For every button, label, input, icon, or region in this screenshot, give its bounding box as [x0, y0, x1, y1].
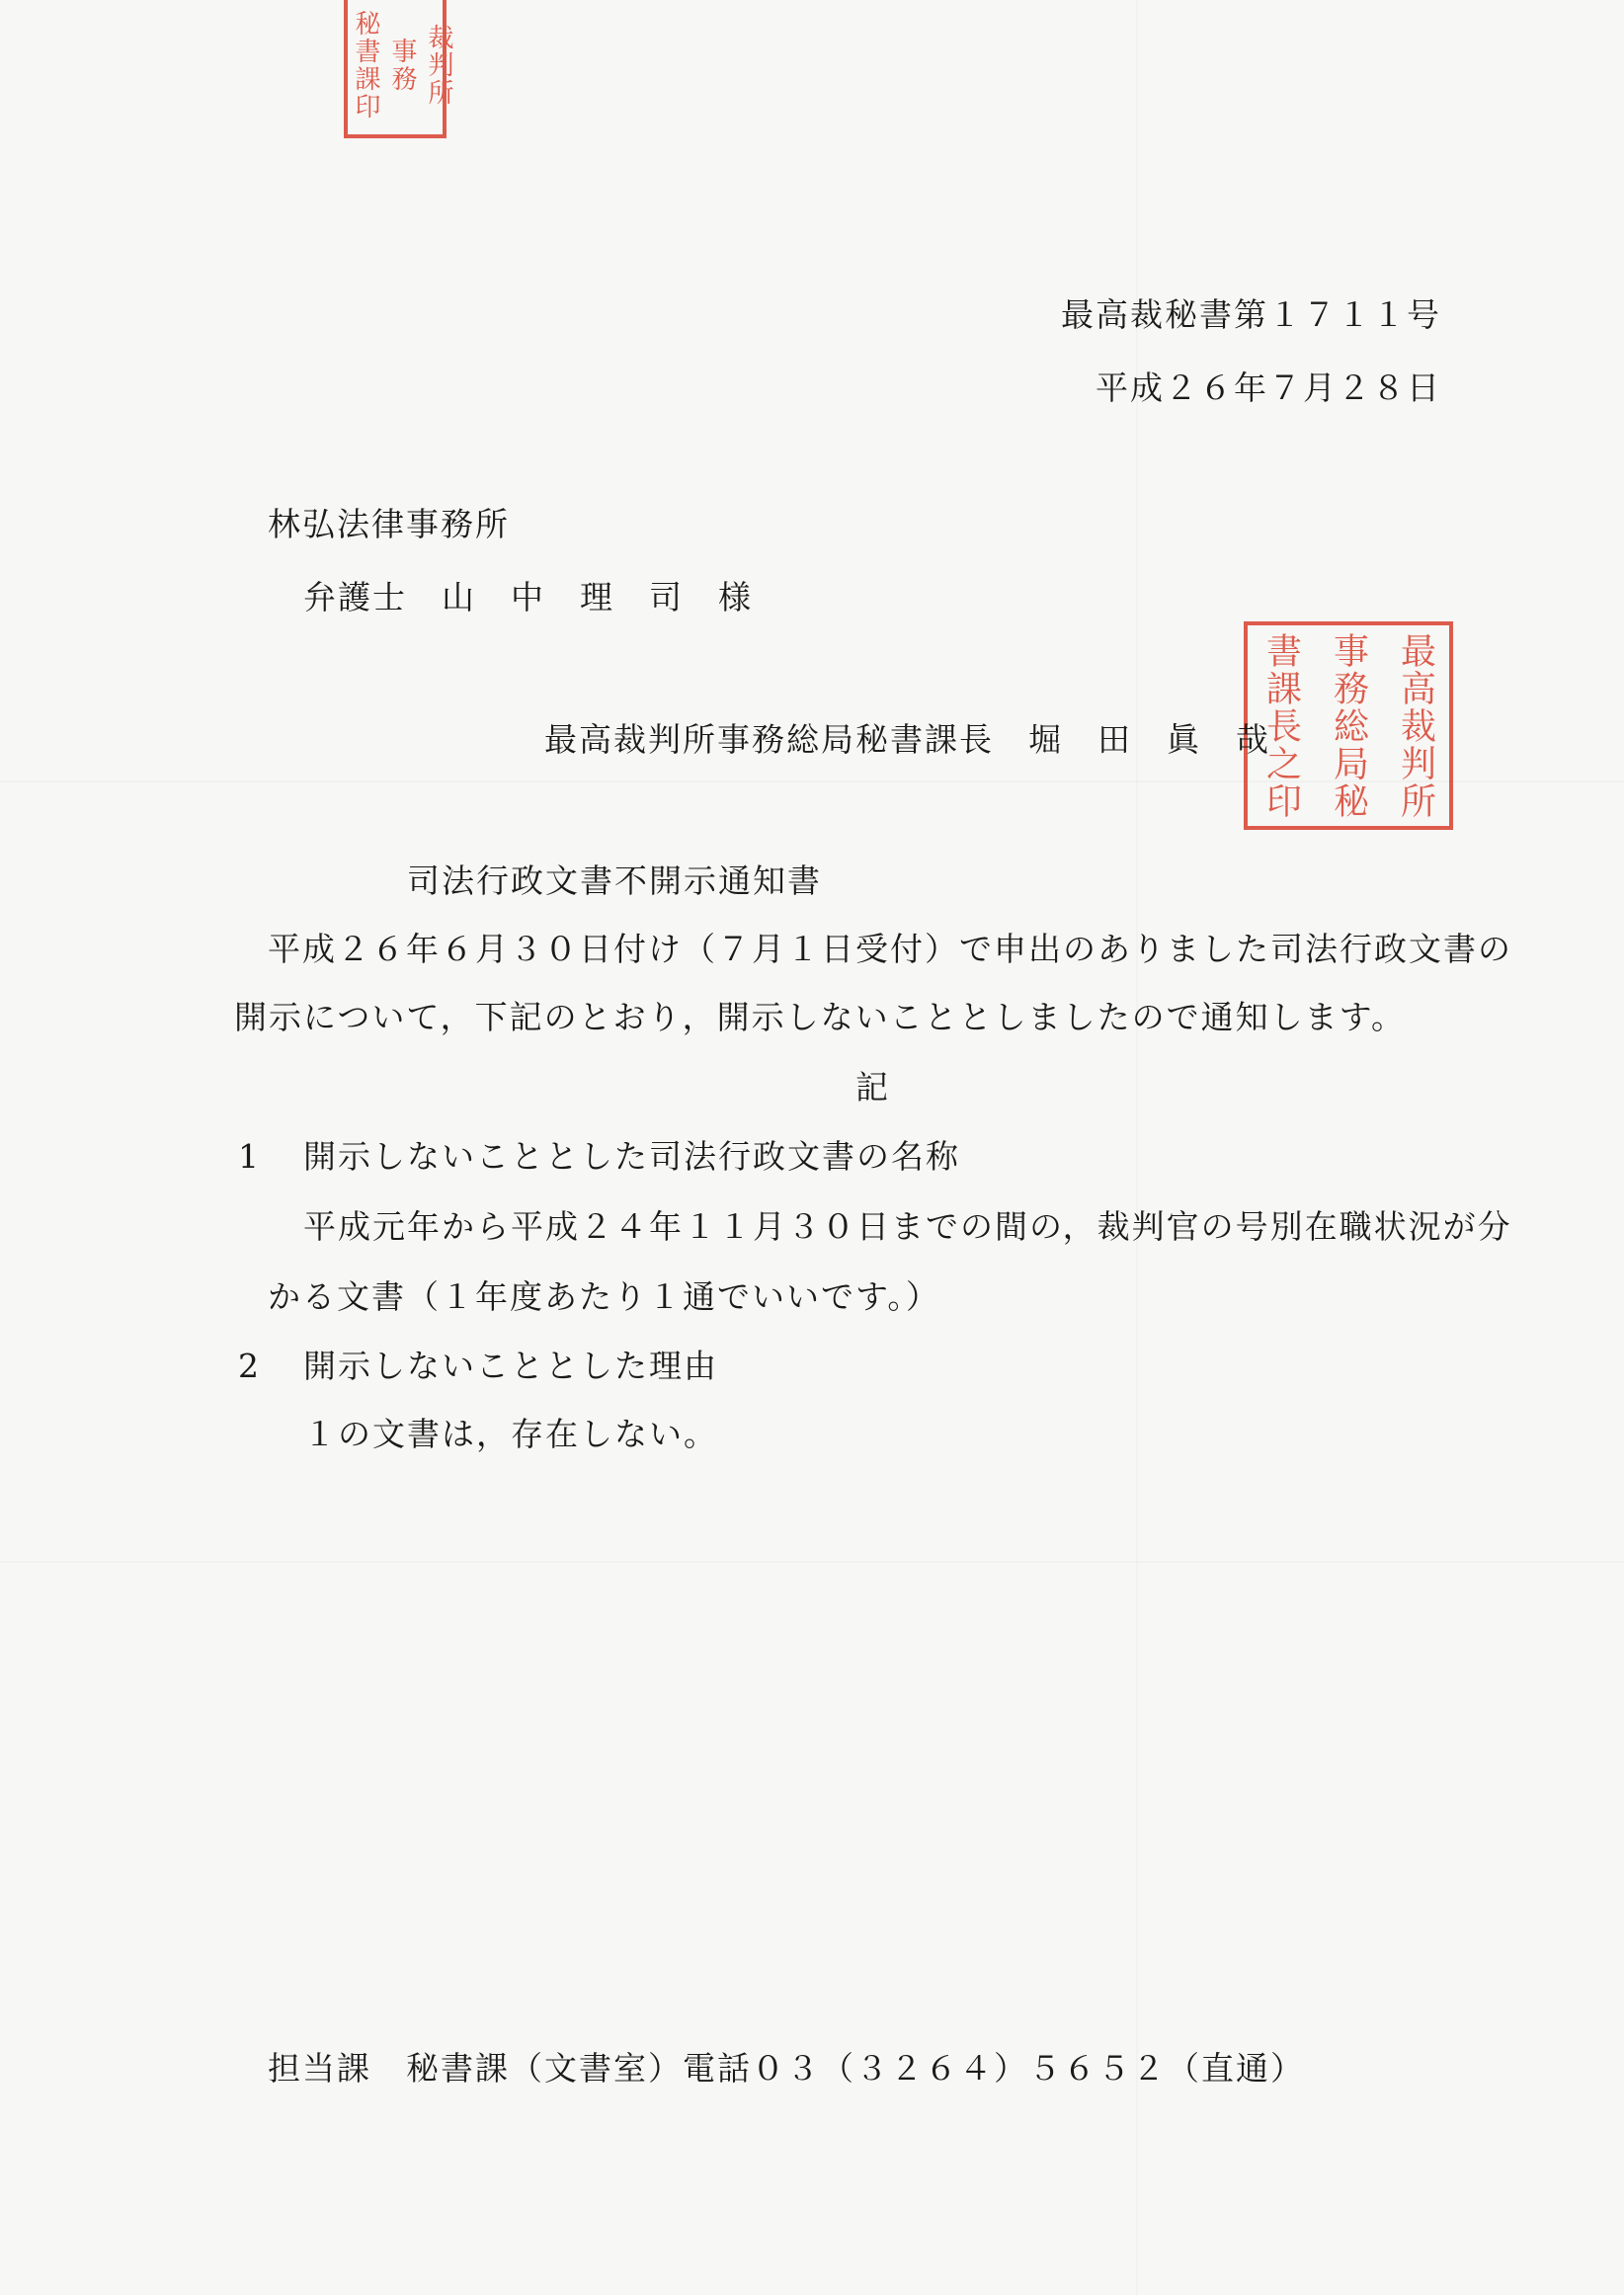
fold-line: [1136, 0, 1138, 2295]
document-date: 平成２６年７月２８日: [1096, 369, 1441, 407]
stamp-text: 秘書課印: [351, 10, 380, 121]
item-heading: 開示しないこととした司法行政文書の名称: [303, 1137, 960, 1176]
document-title: 司法行政文書不開示通知書: [407, 861, 822, 900]
seal-text: 事務総局秘: [1328, 631, 1369, 820]
recipient-firm: 林弘法律事務所: [268, 505, 510, 543]
reference-number: 最高裁秘書第１７１１号: [1061, 295, 1441, 334]
ki-heading: 記: [855, 1068, 890, 1107]
item-heading: 開示しないこととした理由: [303, 1347, 718, 1385]
recipient-name: 弁護士 山 中 理 司 様: [303, 578, 753, 616]
body-line: 平成２６年６月３０日付け（７月１日受付）で申出のありました司法行政文書の: [268, 930, 1512, 968]
item-text: 平成元年から平成２４年１１月３０日までの間の，裁判官の号別在職状況が分: [303, 1207, 1512, 1246]
contact-footer: 担当課 秘書課（文書室）電話０３（３２６４）５６５２（直通）: [268, 2049, 1305, 2088]
item-text: １の文書は，存在しない。: [303, 1415, 718, 1453]
stamp-text: 事務: [387, 38, 417, 93]
body-line: 開示について，下記のとおり，開示しないこととしましたので通知します。: [234, 998, 1407, 1036]
seal-text: 最高裁判所: [1395, 631, 1436, 820]
item-text: かる文書（１年度あたり１通でいいです。）: [268, 1277, 940, 1316]
item-number: 2: [238, 1347, 261, 1385]
sender: 最高裁判所事務総局秘書課長 堀 田 眞 哉: [544, 720, 1270, 759]
office-stamp: [344, 0, 453, 138]
official-seal: [1244, 621, 1453, 830]
fold-line: [0, 1561, 1624, 1563]
item-number: 1: [238, 1137, 261, 1176]
stamp-text: 裁判所: [424, 24, 453, 107]
seal-text: 書課長之印: [1260, 631, 1302, 820]
